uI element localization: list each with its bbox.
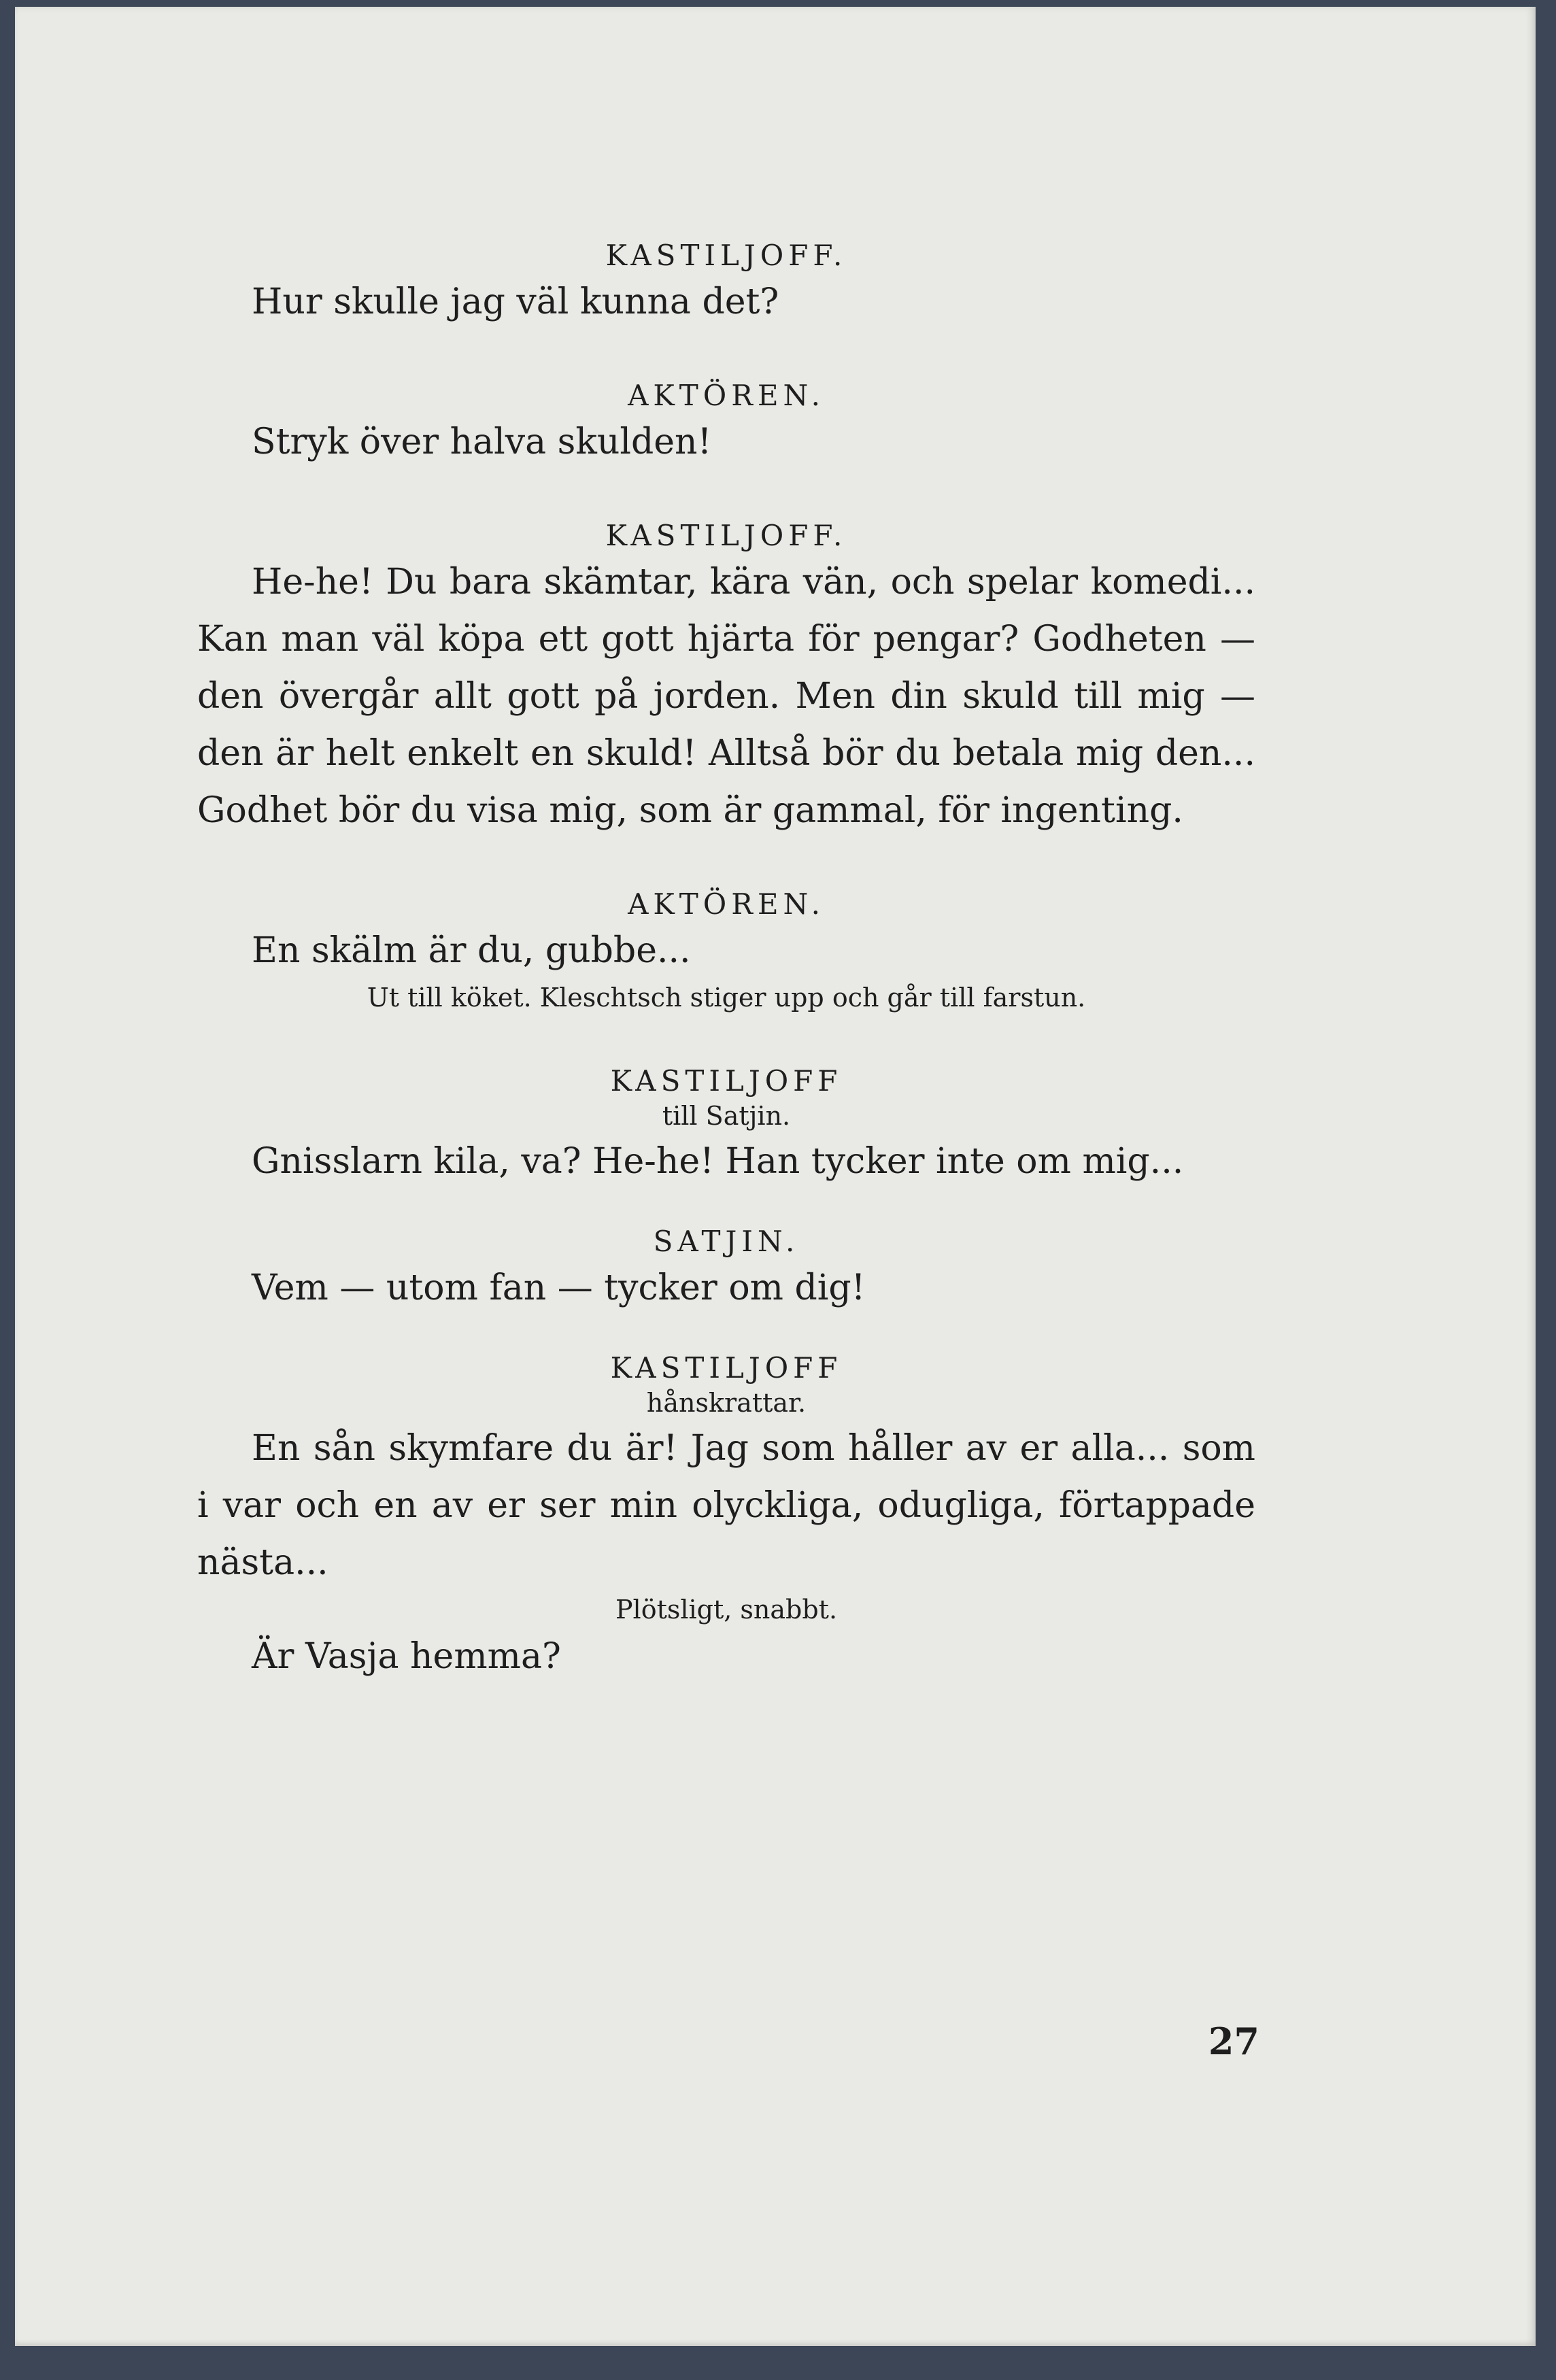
dialogue-line: Stryk över halva skulden! (252, 422, 712, 462)
book-page (15, 7, 1536, 2346)
dialogue-line: En skälm är du, gubbe... (252, 930, 691, 971)
speaker-name: SATJIN. (653, 1225, 800, 1258)
speaker-name: KASTILJOFF. (605, 519, 847, 552)
dialogue-line: Gnisslarn kila, va? He-he! Han tycker inte om mig... (252, 1141, 1184, 1182)
speaker-name: AKTÖREN. (628, 379, 825, 412)
speaker-direction: hånskrattar. (646, 1388, 807, 1418)
page-text (197, 238, 1255, 1685)
dialogue-line: Vem — utom fan — tycker om dig! (252, 1268, 866, 1308)
speaker-name: KASTILJOFF. (605, 239, 847, 272)
dialogue-line: Hur skulle jag väl kunna det? (252, 282, 779, 322)
speaker-name: AKTÖREN. (628, 887, 825, 921)
page-number: 27 (1208, 2020, 1259, 2063)
dialogue-line: He-he! Du bara skämtar, kära vän, och spelar komedi... Kan man väl köpa ett gott hjärta för pengar? Godheten — den övergår allt gott på jorden. Men din skuld till mig — den är helt enkelt en skuld! Alltså bör du betala mig den... Godhet bör du visa mig, som är gammal, för ingenting. (197, 562, 1255, 831)
stage-direction: Ut till köket. Kleschtsch stiger upp och går till farstun. (367, 983, 1086, 1013)
speaker-name: KASTILJOFF (610, 1351, 843, 1384)
dialogue-line: En sån skymfare du är! Jag som håller av er alla... som i var och en av er ser min olyckliga, odugliga, förtappade nästa... (197, 1428, 1255, 1583)
speaker-direction: till Satjin. (662, 1101, 791, 1131)
dialogue-line: Är Vasja hemma? (252, 1636, 561, 1677)
speaker-name: KASTILJOFF (610, 1064, 843, 1098)
stage-direction: Plötsligt, snabbt. (615, 1595, 838, 1625)
